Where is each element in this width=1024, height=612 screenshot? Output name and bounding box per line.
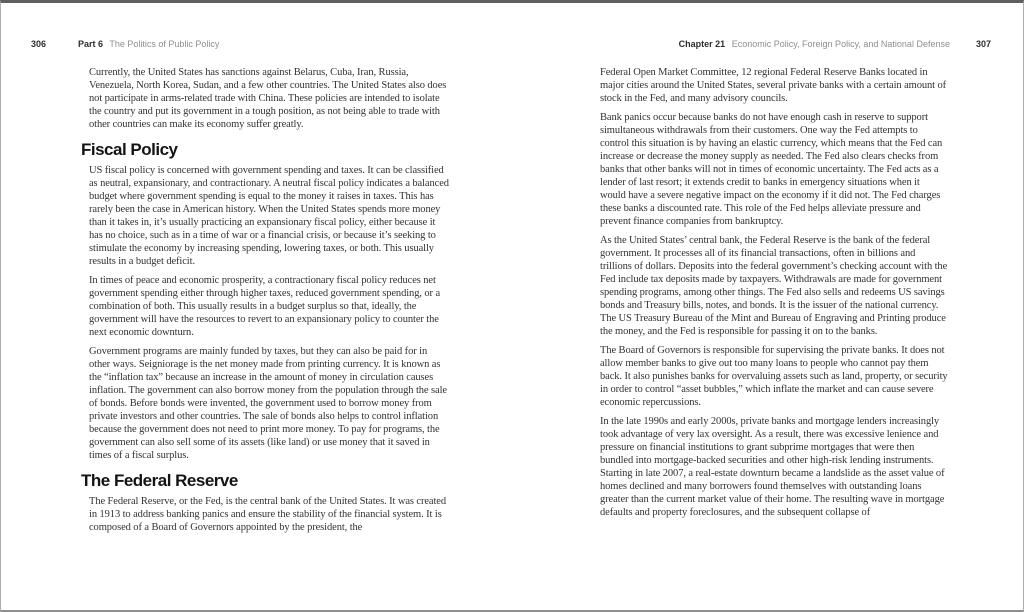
- body-paragraph: US fiscal policy is concerned with government spending and taxes. It can be classified as neutral, expansionary, and contractionary. A neutral fiscal policy indicates a balanced budget where government spending is equal to the money it raises in taxes. This has rarely been the case in American history. When the United States spends more money than it takes in, it’s usually practicing an expansionary fiscal policy, either because it has no choice, such as in a time of war or a financial crisis, or because it’s seeking to stimulate the economy by increasing spending, lowering taxes, or both. This usually results in a budget deficit.: [89, 165, 449, 267]
- body-paragraph: Currently, the United States has sanctions against Belarus, Cuba, Iran, Russia, Venezuela, North Korea, Sudan, and a few other countries. The United States also does not participate in arms-related trade with China. These policies are intended to isolate the country and put its government in a tough position, as not being able to trade with other countries can make its economy suffer greatly.: [89, 67, 447, 130]
- body-paragraph: As the United States’ central bank, the Federal Reserve is the bank of the federal government. It processes all of its financial transactions, often in billions and trillions of dollars. Deposits into the federal government’s checking account with the Fed include tax deposits made by taxpayers. Withdrawals are made for government spending programs, among other things. The Fed also sells and redeems US savings bonds and Treasury bills, notes, and bonds. It is the issuer of the national currency. The US Treasury Bureau of the Mint and Bureau of Engraving and Printing produce the money, and the Fed is responsible for passing it on to the banks.: [600, 235, 948, 337]
- body-paragraph: In times of peace and economic prosperity, a contractionary fiscal policy reduces net government spending either through higher taxes, reduced government spending, or a combination of both. This usually results in a budget surplus so that, ideally, the government will have the resources to revert to an expansionary policy to counter the next economic downturn.: [89, 275, 441, 338]
- body-paragraph: Bank panics occur because banks do not have enough cash in reserve to support simultaneous withdrawals from their customers. One way the Fed attempts to control this situation is by having an elastic currency, which means that the Fed can increase or decrease the money supply as needed. The Fed also clears checks from banks that other banks will not in times of economic uncertainty. The Fed acts as a lender of last resort; it extends credit to banks in emergency situations when it would have a severe negative impact on the economy if it did not. The Fed charges these banks a discounted rate. This role of the Fed helps alleviate pressure and prevent finance companies from bankruptcy.: [600, 112, 943, 227]
- body-paragraph: Federal Open Market Committee, 12 regional Federal Reserve Banks located in major cities around the United States, several private banks with a certain amount of stock in the Fed, and many advisory councils.: [600, 67, 947, 104]
- running-header-right: [601, 39, 991, 49]
- part-label: Part 6: [78, 39, 104, 49]
- left-page-body: [81, 66, 449, 540]
- right-page-body: [600, 66, 948, 525]
- body-paragraph: The Federal Reserve, or the Fed, is the central bank of the United States. It was created in 1913 to address banking panics and ensure the stability of the financial system. It is composed of a Board of Governors appointed by the president, the: [89, 496, 447, 533]
- running-header-left-text: [78, 39, 219, 49]
- section-heading: The Federal Reserve: [81, 471, 238, 490]
- body-paragraph: Government programs are mainly funded by taxes, but they can also be paid for in other ways. Seigniorage is the net money made from printing currency. It is known as the “inflation tax” because an increase in the amount of money in circulation causes inflation. The government can also borrow money from the population through the sale of bonds. Before bonds were invented, the government used to borrow money from private investors and other countries. The sale of bonds also helps to control inflation because the government does not need to print more money. To pay for programs, the government can also sell some of its assets (like land) or use money that it saved in times of a fiscal surplus.: [89, 346, 447, 461]
- body-paragraph: In the late 1990s and early 2000s, private banks and mortgage lenders increasingly took advantage of very lax oversight. As a result, there was excessive lenience and pressure on financial institutions to grant subprime mortgages that were then bundled into mortgage-backed securities and other high-risk lending instruments. Starting in late 2007, a real-estate downturn became a landslide as the asset value of homes declined and many borrowers found themselves with outstanding loans greater than the current market value of their home. The resulting wave in mortgage defaults and property foreclosures, and the subsequent collapse of: [600, 416, 945, 518]
- chapter-title: Economic Policy, Foreign Policy, and National Defense: [731, 39, 950, 49]
- running-header-right-text: [679, 39, 950, 49]
- page-number-left: 306: [31, 39, 47, 49]
- page-number-right: 307: [975, 39, 991, 49]
- chapter-label: Chapter 21: [678, 39, 726, 49]
- body-paragraph: The Board of Governors is responsible for supervising the private banks. It does not allow member banks to give out too many loans to people who cannot pay them back. It also punishes banks for overvaluing assets such as land, property, or security in order to control “asset bubbles,” which inflate the market and can cause severe economic repercussions.: [600, 345, 948, 408]
- part-title: The Politics of Public Policy: [109, 39, 220, 49]
- section-heading: Fiscal Policy: [81, 140, 178, 159]
- running-header-left: [31, 39, 219, 49]
